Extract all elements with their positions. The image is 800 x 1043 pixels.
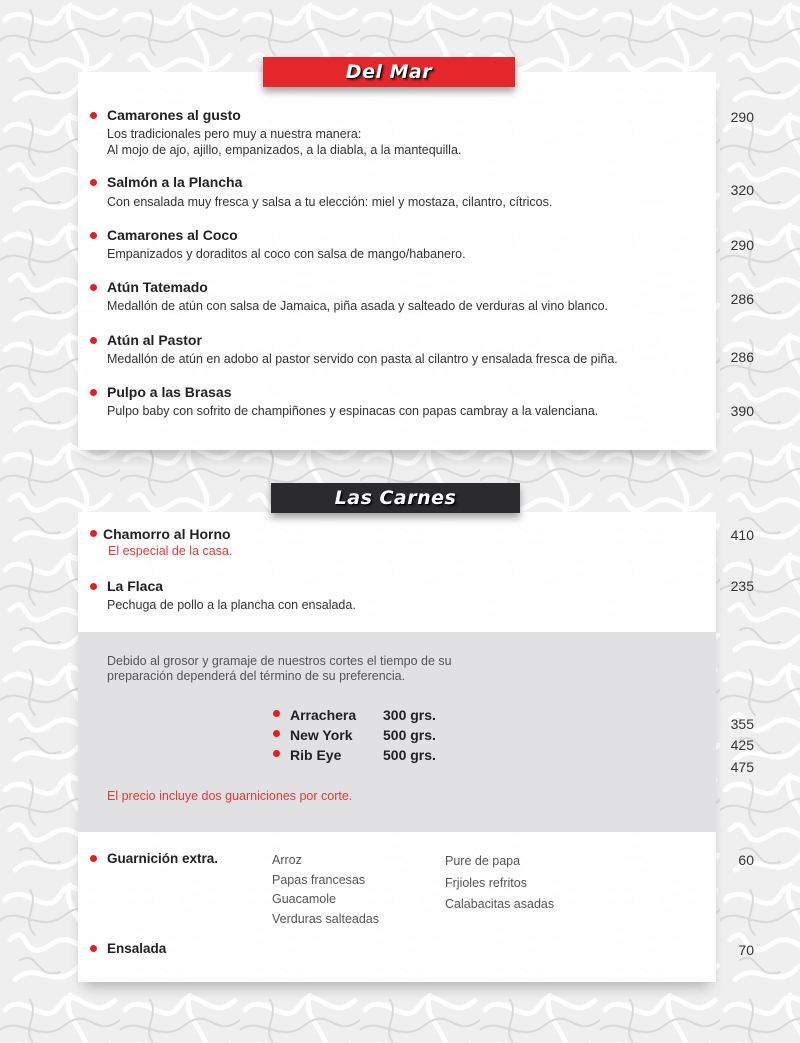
- item-price: 290: [730, 109, 754, 125]
- extra-side-price: 60: [738, 852, 754, 868]
- item-price: 286: [730, 291, 754, 307]
- del-mar-title: Del Mar: [345, 61, 433, 83]
- menu-item-camarones-gusto: [107, 107, 461, 158]
- cut-name: New York: [290, 727, 353, 743]
- item-name: La Flaca: [107, 578, 164, 594]
- item-price: 320: [730, 182, 754, 198]
- bullet-icon: [90, 112, 97, 119]
- salad-price: 70: [738, 942, 754, 958]
- side-item: Guacamole: [272, 892, 336, 906]
- cut-price: 425: [730, 737, 754, 753]
- bullet-icon: [273, 750, 280, 757]
- bullet-icon: [90, 179, 97, 186]
- item-desc: Medallón de atún en adobo al pastor servido con pasta al cilantro y ensalada fresca de piña.: [107, 352, 618, 366]
- salad-name: Ensalada: [107, 941, 167, 956]
- cut-weight: 500 grs.: [383, 747, 436, 763]
- del-mar-banner: [263, 57, 515, 87]
- item-desc: Al mojo de ajo, ajillo, empanizados, a la diabla, a la mantequilla.: [107, 143, 462, 157]
- menu-item-atun-tatemado: [107, 279, 608, 314]
- cuts-note-line: preparación dependerá del término de su preferencia.: [107, 669, 406, 683]
- menu-item-la-flaca: [107, 578, 356, 613]
- side-item: Papas francesas: [272, 872, 366, 887]
- item-name: Pulpo a las Brasas: [107, 384, 232, 400]
- side-item: Frjioles refritos: [445, 875, 527, 890]
- bullet-icon: [90, 855, 97, 862]
- sides-column-2: [445, 851, 554, 916]
- item-price: 410: [730, 527, 754, 543]
- bullet-icon: [273, 710, 280, 717]
- item-name: Chamorro al Horno: [103, 526, 231, 542]
- item-desc: Empanizados y doraditos al coco con salsa de mango/habanero.: [107, 247, 466, 261]
- cuts-footer: El precio incluye dos guarniciones por corte.: [107, 789, 353, 803]
- item-desc: Con ensalada muy fresca y salsa a tu elección: miel y mostaza, cilantro, cítricos.: [107, 195, 553, 209]
- cut-weight: 300 grs.: [383, 707, 436, 723]
- sides-column-1: [272, 851, 379, 929]
- item-name: Salmón a la Plancha: [107, 174, 243, 190]
- menu-item-pulpo: [107, 384, 598, 419]
- bullet-icon: [273, 730, 280, 737]
- cut-price: 355: [730, 716, 754, 732]
- bullet-icon: [90, 389, 97, 396]
- item-price: 286: [730, 349, 754, 365]
- bullet-icon: [90, 284, 97, 291]
- menu-item-atun-pastor: [107, 332, 618, 367]
- side-item: Arroz: [272, 853, 302, 867]
- item-name: Atún Tatemado: [107, 279, 208, 295]
- item-name: Camarones al Coco: [107, 227, 238, 243]
- item-name: Camarones al gusto: [107, 107, 241, 123]
- side-item: Calabacitas asadas: [445, 897, 555, 911]
- item-name: Atún al Pastor: [107, 332, 202, 348]
- item-desc: Medallón de atún con salsa de Jamaica, piña asada y salteado de verduras al vino blanco.: [107, 299, 609, 313]
- side-item: Verduras salteadas: [272, 911, 380, 926]
- item-price: 290: [730, 237, 754, 253]
- cut-weight: 500 grs.: [383, 727, 436, 743]
- item-desc: Los tradicionales pero muy a nuestra manera:: [107, 127, 362, 141]
- bullet-icon: [90, 232, 97, 239]
- cuts-note-line: Debido al grosor y gramaje de nuestros cortes el tiempo de su: [107, 654, 452, 668]
- cut-price: 475: [730, 759, 754, 775]
- item-desc: Pulpo baby con sofrito de champiñones y espinacas con papas cambray a la valenciana.: [107, 404, 599, 418]
- bullet-icon: [90, 583, 97, 590]
- bullet-icon: [90, 337, 97, 344]
- las-carnes-title: Las Carnes: [334, 487, 457, 509]
- bullet-icon: [90, 530, 97, 537]
- item-desc: Pechuga de pollo a la plancha con ensalada.: [107, 598, 356, 612]
- item-price: 235: [730, 578, 754, 594]
- cuts-note: [107, 654, 452, 684]
- menu-item-chamorro: [103, 526, 232, 558]
- bullet-icon: [90, 945, 97, 952]
- menu-item-camarones-coco: [107, 227, 466, 262]
- item-desc: El especial de la casa.: [108, 544, 233, 558]
- side-item: Pure de papa: [445, 854, 521, 868]
- cut-name: Arrachera: [290, 707, 357, 723]
- las-carnes-banner: [271, 483, 520, 513]
- item-price: 390: [730, 403, 754, 419]
- extra-side-name: Guarnición extra.: [107, 851, 219, 866]
- menu-item-salmon: [107, 174, 552, 210]
- cut-name: Rib Eye: [290, 747, 342, 763]
